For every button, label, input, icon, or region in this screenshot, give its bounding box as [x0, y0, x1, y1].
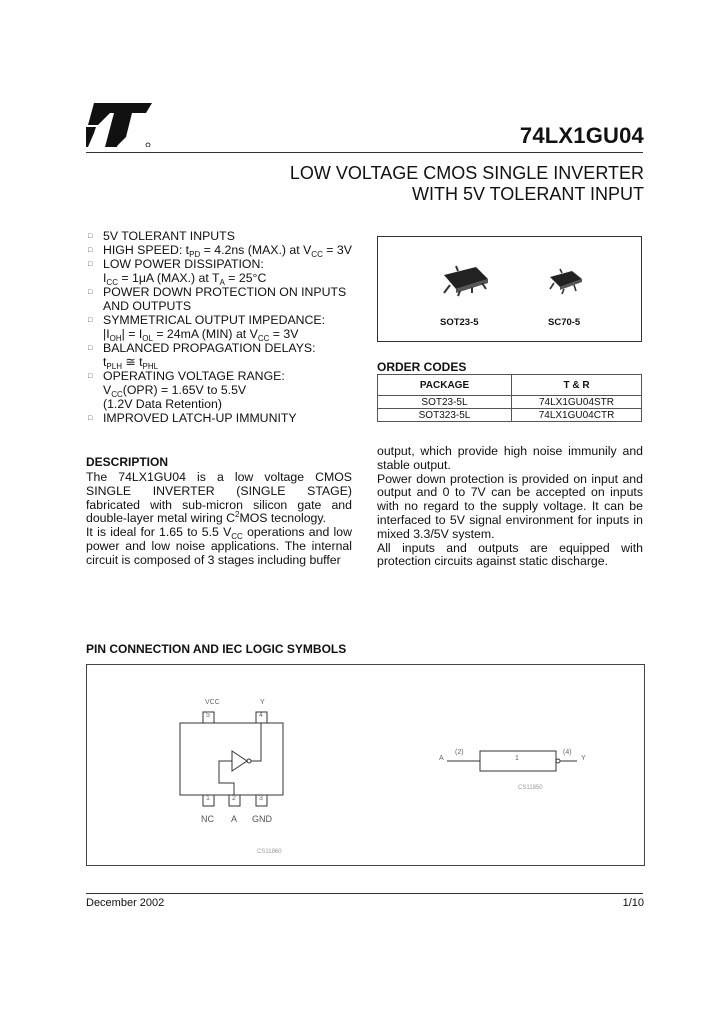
subtitle-line2: WITH 5V TOLERANT INPUT	[411, 184, 644, 204]
bullet-icon: □	[88, 247, 93, 254]
pin-number: 3	[259, 795, 263, 802]
footer-page-number: 1/10	[622, 897, 644, 909]
pin-number: 2	[232, 795, 236, 802]
logic-output-label: Y	[581, 755, 586, 762]
table-row	[378, 396, 642, 409]
sc70-package-icon	[546, 267, 586, 295]
feature-item: □ OPERATING VOLTAGE RANGE: $V_{CC}(OPR) = 1.65V$ to 5.5V (1.2V Data Retention)	[88, 369, 285, 411]
pin-diagram-drawing	[87, 665, 644, 865]
logic-diagram-ref: CS11850	[518, 785, 543, 791]
table-row	[378, 409, 642, 422]
cell-tr: 74LX1GU04STR	[512, 396, 642, 409]
pin-number: 4	[259, 712, 263, 719]
description-paragraph: Power down protection is provided on input and output and 0 to 7V can be accepted on inputs with no regard to the supply voltage. It can be interfaced to 5V signal environment for inputs in mixed 3.3/5V system.	[377, 471, 643, 541]
package-images-box	[377, 236, 642, 342]
feature-list	[86, 229, 371, 425]
header-divider	[86, 152, 643, 153]
pin-label: VCC	[205, 699, 220, 706]
footer-divider	[86, 893, 643, 894]
feature-item: □ POWER DOWN PROTECTION ON INPUTS AND OUTPUTS	[88, 285, 347, 313]
feature-item: □ LOW POWER DISSIPATION: $I_{CC} = 1\mu A$ (MAX.) at $T_A = 25^\circ C$	[88, 257, 267, 287]
sot23-package-icon	[438, 263, 494, 297]
pin-number: 1	[206, 795, 210, 802]
order-codes-title: ORDER CODES	[377, 360, 467, 374]
logic-symbol-text: 1	[515, 755, 519, 762]
cell-tr: 74LX1GU04CTR	[512, 409, 642, 422]
table-header-row	[378, 375, 642, 396]
document-subtitle	[290, 163, 644, 205]
pin-number: 5	[206, 712, 210, 719]
description-right-column	[377, 445, 643, 569]
sc70-label: SC70-5	[548, 317, 581, 328]
pin-connection-title: PIN CONNECTION AND IEC LOGIC SYMBOLS	[86, 642, 347, 656]
pin-connection-diagram	[86, 664, 645, 866]
feature-item: □ SYMMETRICAL OUTPUT IMPEDANCE: $|I_{OH}| = I_{OL} = 24mA$ (MIN) at $V_{CC} = 3V$	[88, 313, 326, 343]
bullet-icon: □	[88, 317, 93, 324]
bullet-icon: □	[88, 373, 93, 380]
order-codes-table	[377, 374, 642, 422]
subtitle-line1: LOW VOLTAGE CMOS SINGLE INVERTER	[289, 163, 644, 183]
part-number: 74LX1GU04	[519, 123, 644, 148]
pin-label: A	[231, 814, 238, 824]
description-paragraph: The 74LX1GU04 is a low voltage CMOS SINGLE INVERTER (SINGLE STAGE) fabricated with sub-micron silicon gate and double-layer metal wiring $C^2MOS$ tecnology.	[86, 470, 352, 526]
bullet-icon: □	[88, 345, 93, 352]
pin-label: NC	[201, 814, 214, 824]
pin-label: Y	[260, 699, 265, 706]
feature-item: □ IMPROVED LATCH-UP IMMUNITY	[88, 411, 297, 425]
logic-output-pin: (4)	[563, 749, 572, 756]
bullet-icon: □	[88, 289, 93, 296]
bullet-icon: □	[88, 415, 93, 422]
column-header-tr: T & R	[512, 375, 642, 396]
column-header-package: PACKAGE	[378, 375, 512, 396]
pin-diagram-ref: CS11860	[257, 849, 282, 855]
description-paragraph: It is ideal for 1.65 to 5.5 $V_{CC}$ operations and low power and low noise applications. The internal circuit is composed of 3 stages including buffer	[86, 525, 352, 567]
description-title: DESCRIPTION	[86, 455, 169, 469]
logic-input-pin: (2)	[455, 749, 464, 756]
feature-item: □ 5V TOLERANT INPUTS	[88, 229, 235, 243]
bullet-icon: □	[88, 233, 93, 240]
feature-item: □ HIGH SPEED: $t_{PD} = 4.2ns$ (MAX.) at $V_{CC} = 3V$	[88, 243, 352, 259]
feature-item: □ BALANCED PROPAGATION DELAYS: $t_{PLH}$ ≅ $t_{PHL}$	[88, 341, 316, 371]
logic-input-label: A	[439, 755, 444, 762]
description-paragraph: All inputs and outputs are equipped with protection circuits against static discharge.	[377, 540, 643, 569]
sot23-label: SOT23-5	[440, 317, 479, 328]
cell-package: SOT23-5L	[378, 396, 512, 409]
footer-date: December 2002	[86, 897, 165, 909]
st-logo	[86, 103, 152, 147]
description-left-column	[86, 471, 352, 568]
bullet-icon: □	[88, 261, 93, 268]
description-paragraph: output, which provide high noise immunily and stable output.	[377, 444, 643, 472]
cell-package: SOT323-5L	[378, 409, 512, 422]
pin-label: GND	[252, 814, 272, 824]
